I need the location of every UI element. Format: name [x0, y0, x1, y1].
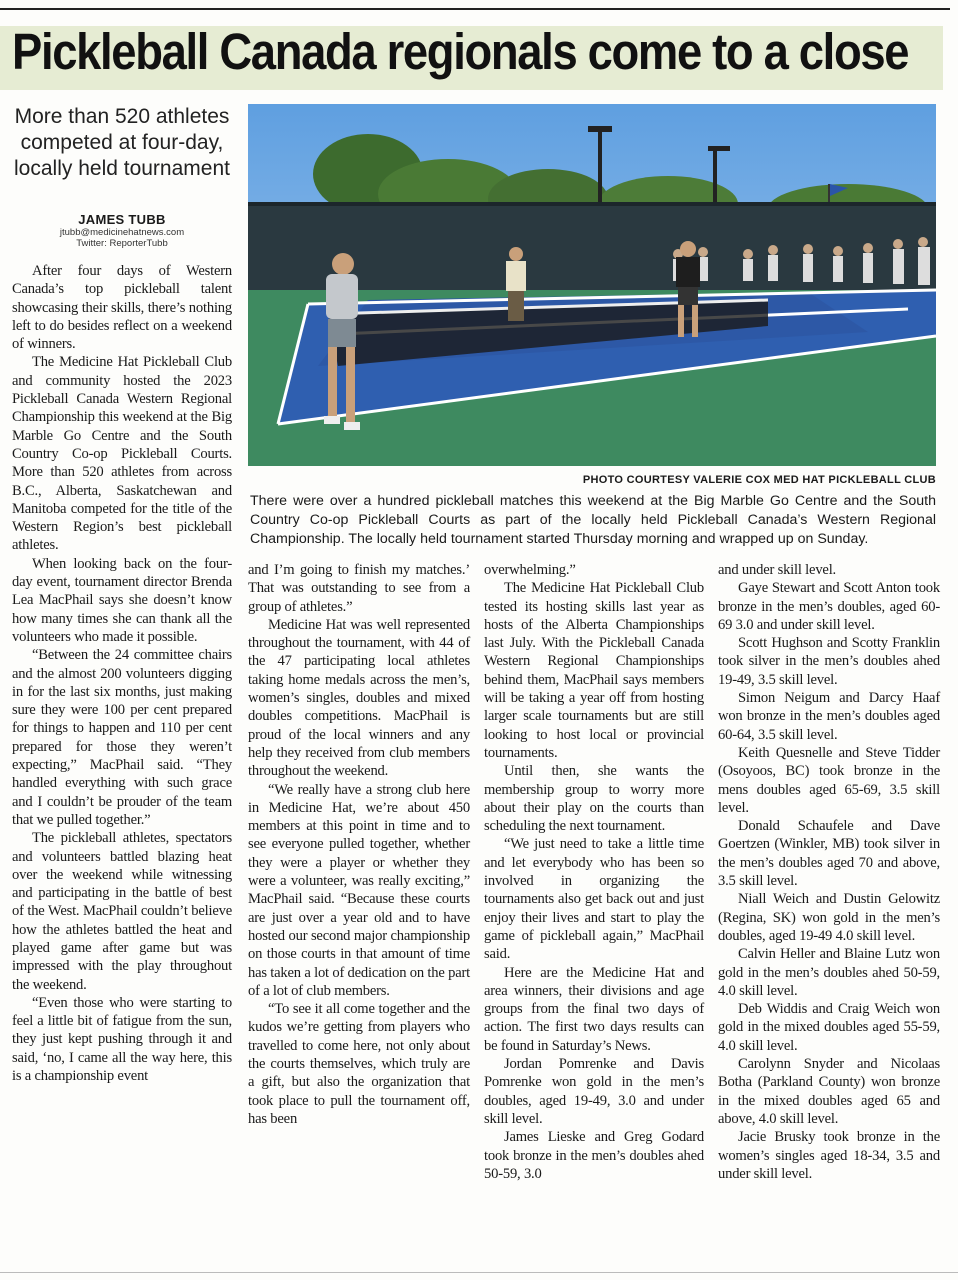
paragraph: Scott Hughson and Scotty Franklin took silver in the men’s doubles ahed 19-49, 3.5 skill level.: [718, 635, 940, 688]
paragraph: and I’m going to finish my matches.’ That was outstanding to see from a group of athletes.”: [248, 562, 470, 615]
paragraph: Calvin Heller and Blaine Lutz won gold in the men’s doubles ahed 50-59, 4.0 skill level.: [718, 946, 940, 999]
article-column-2: [248, 561, 470, 1128]
paragraph: overwhelming.”: [484, 562, 576, 578]
pickleball-photo: [248, 104, 936, 466]
top-rule: [0, 8, 950, 10]
paragraph: “Between the 24 committee chairs and the almost 200 volunteers digging in for the last six months, just making sure they were 100 per cent prepared for things to happen and 110 per cent prepared for those they weren’t expecting,” MacPhail said. “They handled everything with such grace and I couldn’t be prouder of the team that we pulled together.”: [12, 647, 232, 828]
paragraph: “Even those who were starting to feel a little bit of fatigue from the sun, they just kept pushing through it and said, ‘no, I came all the way here, this is a championship event: [12, 994, 232, 1085]
paragraph: Until then, she wants the membership group to worry more about their play on the courts than scheduling the next tournament.: [484, 763, 704, 835]
paragraph: James Lieske and Greg Godard took bronze in the men’s doubles ahed 50-59, 3.0: [484, 1129, 704, 1182]
paragraph: Niall Weich and Dustin Gelowitz (Regina, SK) won gold in the men’s doubles, aged 19-49 4.0 skill level.: [718, 891, 940, 944]
author-name: JAMES TUBB: [78, 212, 166, 227]
paragraph: The Medicine Hat Pickleball Club and community hosted the 2023 Pickleball Canada Western Regional Championship this weekend at the Big Marble Go Centre and the South Country Co-op Pickleball Courts. More than 520 athletes from across B.C., Alberta, Saskatchewan and Manitoba competed for the title of the Western Region’s best pickleball athletes.: [12, 354, 232, 554]
author-email: jtubb@medicinehatnews.com: [59, 227, 185, 238]
photo-credit: PHOTO COURTESY VALERIE COX MED HAT PICKLEBALL CLUB: [582, 474, 936, 486]
deck-subhead: More than 520 athletes competed at four-day, locally held tournament: [14, 105, 230, 180]
author-twitter: Twitter: ReporterTubb: [76, 238, 168, 249]
article-column-1: [12, 262, 232, 1085]
headline: Pickleball Canada regionals come to a close: [12, 26, 909, 80]
byline: [8, 212, 236, 249]
photo-caption: There were over a hundred pickleball matches this weekend at the Big Marble Go Centre and the South Country Co-op Pickleball Courts as part of the locally held Pickleball Canada’s Western Regional Championship. The locally held tournament started Thursday morning and wrapped up on Sunday.: [250, 493, 936, 547]
paragraph: Jacie Brusky took bronze in the women’s singles aged 18-34, 3.5 and under skill level.: [718, 1129, 940, 1182]
paragraph: Jordan Pomrenke and Davis Pomrenke won gold in the men’s doubles, aged 19-49, 3.0 and under skill level.: [484, 1056, 704, 1127]
paragraph: Donald Schaufele and Dave Goertzen (Winkler, MB) took silver in the men’s doubles aged 70 and above, 3.5 skill level.: [718, 818, 940, 890]
paragraph: Here are the Medicine Hat and area winners, their divisions and age groups from the final two days of action. The first two days results can be found in Saturday’s News.: [484, 964, 704, 1054]
paragraph: Simon Neigum and Darcy Haaf won bronze in the men’s doubles aged 60-64, 3.5 skill level.: [718, 690, 940, 743]
paragraph: Carolynn Snyder and Nicolaas Botha (Parkland County) won bronze in the mixed doubles aged 65 and above, 4.0 skill level.: [718, 1056, 940, 1127]
paragraph: “We just need to take a little time and let everybody who has been so involved in organizing the tournaments also get back out and just enjoy their lives and start to play the game of pickleball again,” MacPhail said.: [484, 836, 704, 963]
paragraph: Gaye Stewart and Scott Anton took bronze in the men’s doubles, aged 60-69 3.0 and under skill level.: [718, 580, 940, 633]
paragraph: The Medicine Hat Pickleball Club tested its hosting skills last year as hosts of the Alberta Championships last July. With the Pickleball Canada Western Regional Championships behind them, MacPhail says members will be taking a year off from hosting larger scale tournaments but are still looking to host local or provincial tournaments.: [484, 580, 704, 761]
article-column-3: [484, 561, 704, 1183]
article-column-4: [718, 561, 940, 1183]
bottom-rule: [0, 1272, 958, 1273]
paragraph: “We really have a strong club here in Medicine Hat, we’re about 450 members at this point in time and to see everyone pulled together, whether they were a player or whether they were a volunteer, was really exciting,” MacPhail said. “Because these courts are just over a year old and to have hosted our second major championship on those courts in that amount of time has taken a lot of dedication on the part of a lot of club members.: [248, 781, 470, 999]
paragraph: When looking back on the four-day event, tournament director Brenda Lea MacPhail says she doesn’t know how many times she can thank all the volunteers who made it possible.: [12, 555, 232, 645]
paragraph: Deb Widdis and Craig Weich won gold in the mixed doubles aged 55-59, 4.0 skill level.: [718, 1001, 940, 1054]
headline-banner: [0, 26, 943, 90]
paragraph: “To see it all come together and the kudos we’re getting from players who travelled to come here, not only about the courts themselves, which truly are a gift, but also the organization that took place to pull the tournament off, has been: [248, 1001, 470, 1127]
paragraph: The pickleball athletes, spectators and volunteers battled blazing heat over the weekend while witnessing and participating in the battle of best of the West. MacPhail couldn’t believe how the athletes battled the heat and played game after game but was impressed with the play throughout the weekend.: [12, 830, 232, 993]
paragraph: Medicine Hat was well represented throughout the tournament, with 44 of the 47 participating local athletes taking home medals across the men’s, women’s singles, doubles and mixed doubles competitions. MacPhail is proud of the local winners and any help they received from club members throughout the weekend.: [248, 616, 470, 780]
paragraph: After four days of Western Canada’s top pickleball talent showcasing their skills, there’s nothing left to do besides reflect on a weekend of winners.: [12, 263, 232, 353]
paragraph: Keith Quesnelle and Steve Tidder (Osoyoos, BC) took bronze in the mens doubles aged 65-69, 3.5 skill level.: [718, 744, 940, 816]
paragraph: and under skill level.: [718, 562, 836, 578]
